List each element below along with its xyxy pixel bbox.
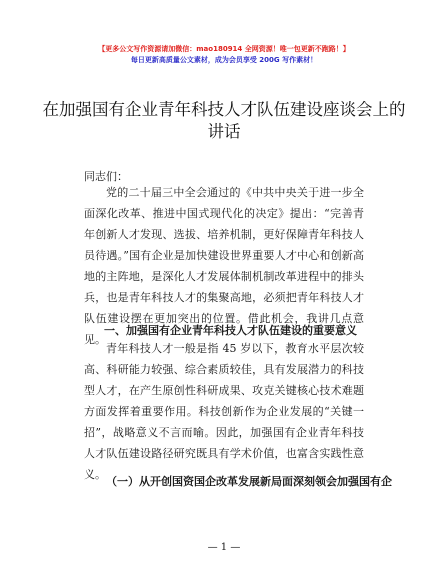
header-banner: [0, 44, 448, 66]
paragraph-definition: 青年科技人才一般是指 45 岁以下，教育水平层次较高、科研能力较强、综合素质较佳，具有发展潜力的科技型人才，在产生原创性科研成果、攻克关键核心技术难题方面发挥着重要作用。科技创新作为企业发展的“关键一招”，战略意义不言而喻。因此，加强国有企业青年科技人才队伍建设路径研究既具有学术价值，也富含实践性意义。: [84, 342, 364, 481]
banner-line-membership: 每日更新高质量公文素材，成为会员享受 200G 写作素材！: [130, 56, 318, 64]
subsection-heading-1: （一）从开创国资国企改革发展新局面深刻领会加强国有企: [106, 475, 392, 488]
section-heading-1: 一、加强国有企业青年科技人才队伍建设的重要意义: [104, 324, 357, 337]
document-title: 在加强国有企业青年科技人才队伍建设座谈会上的讲话: [42, 100, 406, 141]
banner-line-promo: 【更多公文写作资源请加微信：mao180914 全网资源！唯一包更新不跑路！】: [98, 45, 350, 53]
salutation: 同志们：: [84, 170, 128, 183]
page-number: — 1 —: [207, 542, 241, 553]
paragraph-intro: 党的二十届三中全会通过的《中共中央关于进一步全面深化改革、推进中国式现代化的决定》提出：“完善青年创新人才发现、选拔、培养机制，更好保障青年科技人员待遇。”国有企业是加快建设世界重要人才中心和创新高地的主阵地，是深化人才发展体制机制改革进程中的排头兵，也是青年科技人才的集聚高地，必须把青年科技人才队伍建设摆在更加突出的位置。借此机会，我讲几点意见。: [84, 186, 364, 346]
